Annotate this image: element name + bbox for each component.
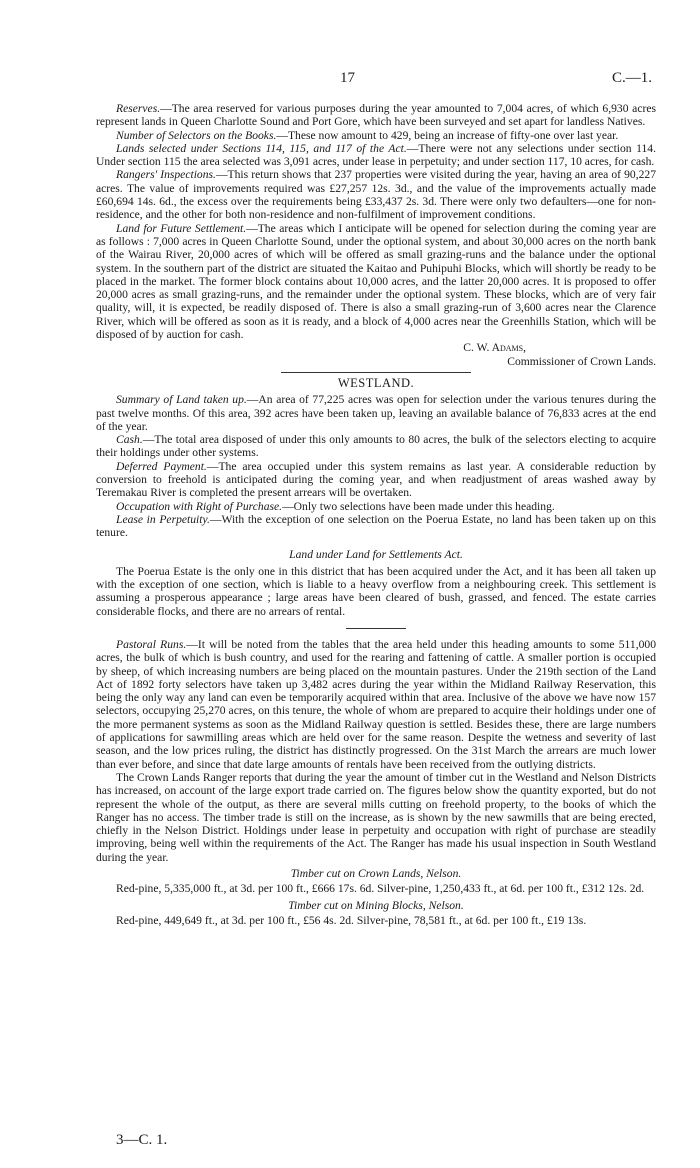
cash-paragraph: [96, 433, 656, 460]
paragraph-heading: Summary of Land taken up.: [116, 393, 247, 407]
paragraph-text: —The areas which I anticipate will be opened for selection during the coming year are as follows : 7,000 acres in Queen Charlotte Sound, under the optional system, and about 30,000 acres on the north bank of the Wairau River, 20,000 acres of which will be offered as small grazing-runs and the balance under the optional system. In the southern part of the district are situated the Kaitao and Puhipuhi Blocks, which will shortly be ready to be placed in the market. The former block contains about 10,000 acres, and the latter 20,000 acres. It is proposed to offer 20,000 acres as small grazing-runs, and the remainder under the optional system. These blocks, which are of very fair quality, will, it is expected, be readily disposed of. There is also a small grazing-run of 3,600 acres near the Clarence River, which will be offered as soon as it is ready, and a block of 4,000 acres near the Greenhills Station, which will be disposed of by auction for cash.: [96, 221, 657, 342]
paragraph-heading: Cash.: [116, 433, 143, 447]
page-header: [0, 72, 700, 90]
occupation-paragraph: [96, 500, 656, 513]
signature-name: C. W. Adams,: [463, 341, 526, 355]
timber-mining-text: Red-pine, 449,649 ft., at 3d. per 100 ft., £56 4s. 2d. Silver-pine, 78,581 ft., at 6d. per 100 ft., £19 13s.: [116, 913, 587, 927]
paragraph-text: —With the exception of one selection on the Poerua Estate, no land has been taken up on this tenure.: [96, 512, 656, 540]
pastoral-runs-paragraph: [96, 638, 656, 771]
paragraph-text: —This return shows that 237 properties were visited during the year, having an area of 90,227 acres. The value of improvements required was £27,257 12s. 3d., and the value of the improvements actually made £60,694 14s. 6d., the excess over the requirements being £33,437 2s. 3d. There were only two defaulters—one for non-residence, and the other for both non-residence and non-fulfilment of improvement conditions.: [96, 168, 656, 222]
signature-mark: 3—C. 1.: [116, 1132, 168, 1148]
lease-perpetuity-paragraph: [96, 513, 656, 540]
summary-paragraph: [96, 393, 656, 433]
paragraph-heading: Number of Selectors on the Books.: [116, 128, 277, 142]
settlements-heading: Land under Land for Settlements Act.: [289, 547, 463, 561]
paragraph-heading: Occupation with Right of Purchase.: [116, 499, 283, 513]
page-body: [96, 102, 656, 927]
section-divider: [281, 372, 471, 373]
paragraph-heading: Lands selected under Sections 114, 115, and 117 of the Act.: [116, 141, 407, 155]
signature-title: Commissioner of Crown Lands.: [507, 354, 656, 368]
paragraph-heading: Pastoral Runs.: [116, 637, 187, 651]
westland-title: WESTLAND.: [337, 375, 415, 390]
sections-paragraph: [96, 142, 656, 169]
paragraph-text: —Only two selections have been made under this heading.: [282, 499, 555, 513]
selectors-paragraph: [96, 129, 656, 142]
inspections-paragraph: [96, 168, 656, 221]
timber-crown-text: Red-pine, 5,335,000 ft., at 3d. per 100 ft., £666 17s. 6d. Silver-pine, 1,250,433 ft., at 6d. per 100 ft., £312 12s. 2d.: [116, 882, 645, 896]
paragraph-heading: Rangers' Inspections.: [116, 168, 216, 182]
timber-mining-heading: Timber cut on Mining Blocks, Nelson.: [288, 898, 464, 912]
paragraph-text: —There were not any selections under section 114. Under section 115 the area selected was 3,091 acres, under lease in perpetuity; and under section 117, 10 acres, for cash.: [96, 141, 656, 169]
paragraph-text: —The area reserved for various purposes during the year amounted to 7,004 acres, of which 6,930 acres represent lands in Queen Charlotte Sound and Port Gore, which have been surveyed and set apart for landless Natives.: [96, 102, 656, 129]
poerua-paragraph: The Poerua Estate is the only one in this district that has been acquired under the Act, and it has been all taken up with the exception of one section, which is liable to a heavy overflow from a neighbouring creek. This settlement is assuming a prosperous appearance ; large areas have been cleared of bush, grassed, and fenced. The estate carries considerable flocks, and there are no arrears of rental.: [96, 564, 656, 618]
paragraph-text: —It will be noted from the tables that the area held under this heading amounts to some 511,000 acres, the bulk of which is bush country, and used for the rearing and fattening of cattle. A smaller portion is occupied by sheep, of which increasing numbers are being placed on the mountain pastures. Under the 219th section of the Land Act of 1892 forty selectors have taken up 3,482 acres during the year within the Midland Railway Reservation, this being the only way any land can even be temporarily acquired within that area. Inclusive of the above we have now 157 selectors, occupying 25,270 acres, on this tenure, the whole of whom are prepared to acquire their holdings under one of the more permanent systems as soon as the Midland Railway question is settled. Besides these, there are large numbers of applications for sawmilling areas which are held over for the same reason. Despite the wetness and severity of last season, and the low prices ruling, the district has distinctly progressed. On the 31st March the arrears are much lower than ever before, and since that date large amounts of rentals have been received from the outlying districts.: [96, 637, 656, 771]
future-settlement-paragraph: [96, 222, 656, 342]
paragraph-heading: Deferred Payment.: [116, 459, 207, 473]
signature-title-line: [96, 355, 656, 368]
reserves-paragraph: [96, 102, 656, 129]
paragraph-heading: Lease in Perpetuity.: [116, 512, 210, 526]
paragraph-text: —These now amount to 429, being an increase of fifty-one over last year.: [276, 128, 619, 142]
ranger-paragraph: The Crown Lands Ranger reports that during the year the amount of timber cut in the Westland and Nelson Districts has increased, on account of the large export trade carried on. The figures below show the quantity exported, but do not represent the whole of the output, as there are several mills cutting on freehold property, to the books of which the Ranger has no access. The timber trade is still on the increase, as is shown by the new sawmills that are being erected, chiefly in the Nelson District. Holdings under lease in perpetuity and occupation with right of purchase are steadily improving, being well within the requirements of the Act. The Ranger has made his usual inspection in South Westland during the year.: [96, 770, 656, 864]
paragraph-text: —The total area disposed of under this only amounts to 80 acres, the bulk of the selectors electing to acquire their holdings under other systems.: [96, 433, 656, 460]
paragraph-heading: Reserves.: [116, 102, 161, 115]
document-reference: C.—1.: [611, 70, 652, 86]
page-number: 17: [340, 70, 355, 86]
paragraph-text: —The area occupied under this system remains as last year. A considerable reduction by conversion to freehold is anticipated during the coming year, and when readjustment of areas washed away by Teremakau River is completed the present arrears will be overtaken.: [96, 459, 656, 500]
timber-crown-heading: Timber cut on Crown Lands, Nelson.: [290, 867, 462, 881]
deferred-payment-paragraph: [96, 460, 656, 500]
paragraph-heading: Land for Future Settlement.: [116, 221, 247, 235]
signature-name-line: [96, 341, 656, 354]
paragraph-divider: [346, 628, 406, 629]
paragraph-text: —An area of 77,225 acres was open for selection under the various tenures during the past twelve months. Of this area, 392 acres have been taken up, leaving an available balance of 76,833 acres at the end of the year.: [96, 393, 657, 433]
